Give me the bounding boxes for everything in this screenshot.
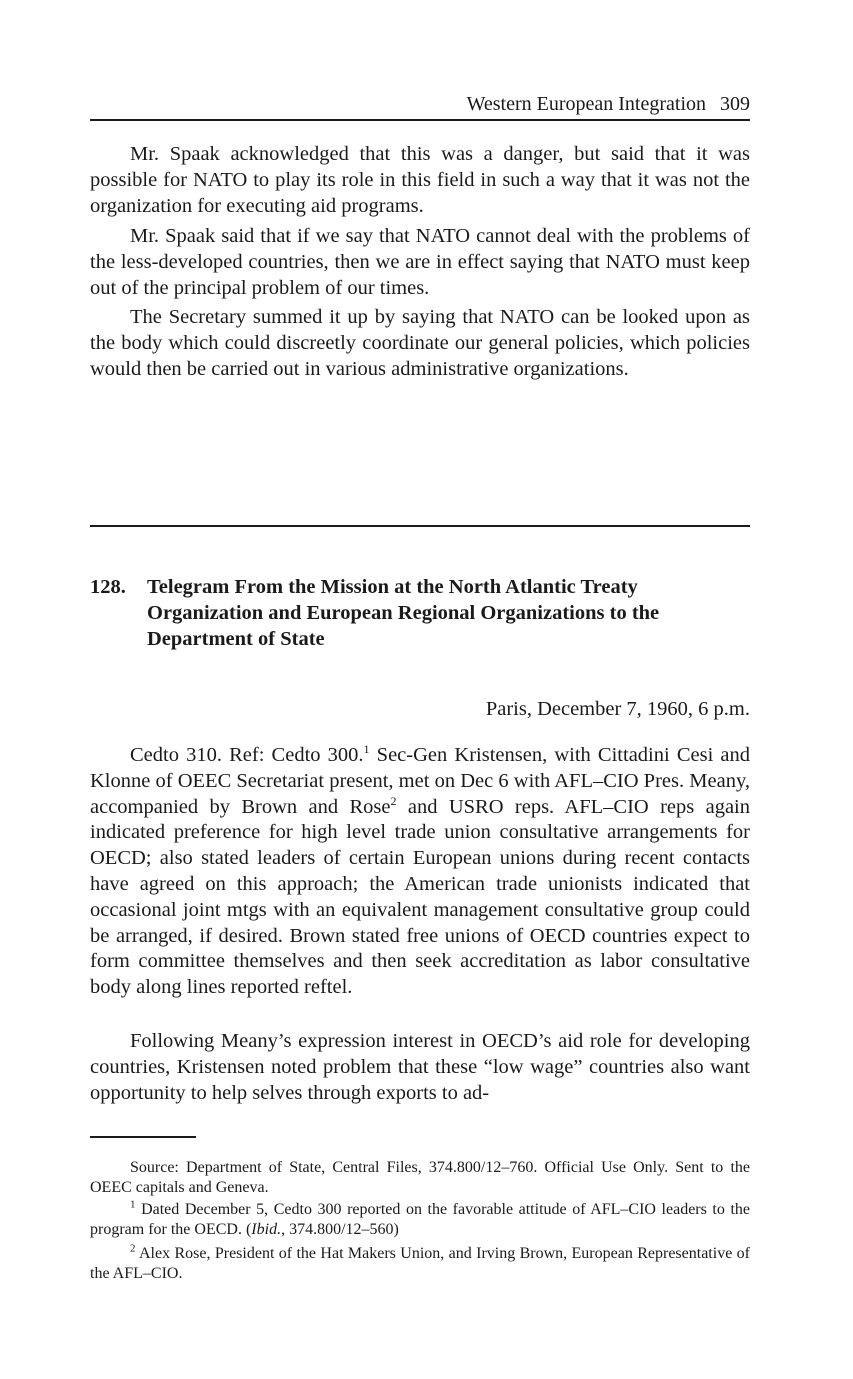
footnote-ref: 2 <box>390 793 397 808</box>
document-title: Telegram From the Mission at the North Atlantic Treaty Organization and European Regional Organizations to the Department of State <box>147 576 660 650</box>
footnote-text: Dated December 5, Cedto 300 reported on the favorable attitude of AFL–CIO leaders to the program for the OECD. ( <box>90 1201 750 1238</box>
telegram-paragraph <box>90 743 750 1001</box>
document-number: 128. <box>90 576 126 598</box>
footnote-rule <box>90 1136 196 1138</box>
footnote <box>90 1200 750 1239</box>
footnote-marker: 1 <box>130 1198 136 1211</box>
footnote-text: , 374.800/12–560) <box>281 1220 399 1238</box>
source-note: Source: Department of State, Central Files, 374.800/12–760. Official Use Only. Sent to the OEEC capitals and Geneva. <box>90 1159 750 1196</box>
body-paragraph: Mr. Spaak said that if we say that NATO cannot deal with the problems of the less-developed countries, then we are in effect saying that NATO must keep out of the principal problem of our times. <box>90 225 750 299</box>
page-number: 309 <box>720 93 750 115</box>
telegram-text: Cedto 310. Ref: Cedto 300. <box>130 744 364 766</box>
body-paragraph: Mr. Spaak acknowledged that this was a danger, but said that it was possible for NATO to play its role in this field in such a way that it was not the organization for executing aid programs. <box>90 143 750 217</box>
footnote-ibid: Ibid. <box>251 1220 282 1238</box>
footnote-ref: 1 <box>363 742 370 757</box>
section-separator <box>90 525 750 527</box>
header-rule <box>90 119 750 121</box>
footnote-text: Alex Rose, President of the Hat Makers Union, and Irving Brown, European Representative of the AFL–CIO. <box>90 1245 750 1282</box>
document-heading <box>90 574 750 652</box>
footnote-marker: 2 <box>130 1242 136 1255</box>
body-paragraph: The Secretary summed it up by saying that NATO can be looked upon as the body which could discreetly coordinate our general policies, which policies would then be carried out in various administrative organizations. <box>90 306 750 380</box>
running-title: Western European Integration <box>466 93 706 115</box>
telegram-paragraph: Following Meany’s expression interest in OECD’s aid role for developing countries, Kristensen noted problem that these “low wage” countries also want opportunity to help selves through exports to ad- <box>90 1030 750 1104</box>
telegram-text: and USRO reps. AFL–CIO reps again indicated preference for high level trade union consultative arrangements for OECD; also stated leaders of certain European unions during recent contacts have agreed on this approach; the American trade unionists indicated that occasional joint mtgs with an equivalent management consultative group could be arranged, if desired. Brown stated free unions of OECD countries expect to form committee themselves and then seek accreditation as labor consultative body along lines reported reftel. <box>90 795 750 999</box>
dateline: Paris, December 7, 1960, 6 p.m. <box>485 698 750 720</box>
footnote <box>90 1244 750 1283</box>
running-head <box>90 90 750 118</box>
telegram-text: Sec-Gen Kristensen, with Cittadini Cesi and Klonne of OEEC Secretariat present, met on Dec 6 with AFL–CIO Pres. Meany, accompanied by Brown and Rose <box>90 744 751 818</box>
